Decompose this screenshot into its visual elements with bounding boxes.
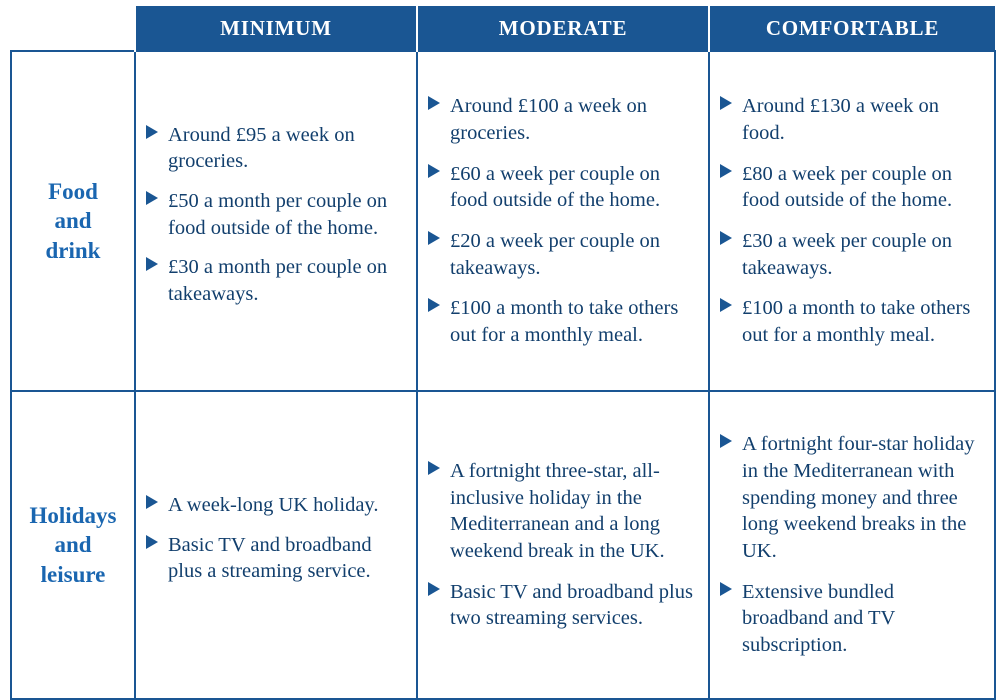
triangle-bullet-icon — [146, 257, 158, 271]
cell-food-minimum — [135, 51, 417, 391]
list-item-text: A fortnight four-star holiday in the Mediterranean with spending money and three long weekend breaks in the UK. — [742, 433, 975, 562]
row-label-line: leisure — [40, 561, 106, 587]
retirement-living-standards-table — [10, 6, 996, 700]
triangle-bullet-icon — [428, 582, 440, 596]
list-item — [428, 579, 696, 632]
list-item-text: £20 a week per couple on takeaways. — [450, 230, 661, 279]
list-item-text: Basic TV and broadband plus a streaming service. — [168, 533, 372, 583]
bullet-list — [428, 93, 696, 348]
list-item-text: Around £100 a week on groceries. — [450, 95, 647, 145]
table-row — [11, 391, 995, 699]
bullet-list — [720, 431, 982, 658]
triangle-bullet-icon — [428, 96, 440, 110]
list-item-text: £80 a week per couple on food outside of the home. — [742, 162, 953, 212]
list-item — [428, 161, 696, 214]
triangle-bullet-icon — [428, 461, 440, 475]
list-item — [428, 93, 696, 146]
list-item — [720, 579, 982, 659]
row-label-line: Holidays — [29, 502, 117, 528]
list-item-text: A fortnight three-star, all-inclusive holiday in the Mediterranean and a long weekend break in the UK. — [450, 460, 665, 562]
cell-holidays-minimum — [135, 391, 417, 699]
triangle-bullet-icon — [720, 96, 732, 110]
bullet-list — [428, 458, 696, 632]
row-label-line: drink — [45, 237, 101, 263]
column-header-moderate: MODERATE — [417, 6, 709, 51]
list-item — [720, 161, 982, 214]
list-item — [428, 458, 696, 565]
triangle-bullet-icon — [720, 231, 732, 245]
header-corner-empty — [11, 6, 135, 51]
table-body — [11, 51, 995, 699]
triangle-bullet-icon — [720, 434, 732, 448]
row-label-line: Food — [48, 178, 98, 204]
list-item — [720, 228, 982, 281]
list-item-text: A week-long UK holiday. — [168, 494, 379, 517]
list-item-text: Extensive bundled broadband and TV subscription. — [742, 580, 895, 656]
list-item — [146, 254, 404, 307]
cell-food-comfortable — [709, 51, 995, 391]
cell-holidays-moderate — [417, 391, 709, 699]
triangle-bullet-icon — [146, 495, 158, 509]
list-item — [146, 188, 404, 241]
table-row — [11, 51, 995, 391]
list-item-text: Around £130 a week on food. — [742, 95, 939, 145]
list-item — [720, 93, 982, 146]
list-item-text: Around £95 a week on groceries. — [168, 123, 355, 173]
cell-food-moderate — [417, 51, 709, 391]
row-label-food-and-drink — [11, 51, 135, 391]
list-item — [146, 532, 404, 585]
triangle-bullet-icon — [720, 298, 732, 312]
list-item-text: £50 a month per couple on food outside of the home. — [168, 189, 388, 239]
triangle-bullet-icon — [146, 125, 158, 139]
triangle-bullet-icon — [146, 191, 158, 205]
cell-holidays-comfortable — [709, 391, 995, 699]
list-item-text: Basic TV and broadband plus two streaming services. — [450, 580, 693, 630]
list-item-text: £60 a week per couple on food outside of the home. — [450, 162, 661, 212]
list-item — [146, 492, 404, 519]
triangle-bullet-icon — [720, 582, 732, 596]
bullet-list — [720, 93, 982, 348]
list-item-text: £100 a month to take others out for a monthly meal. — [450, 297, 679, 346]
column-header-minimum: MINIMUM — [135, 6, 417, 51]
list-item-text: £100 a month to take others out for a monthly meal. — [742, 297, 971, 346]
triangle-bullet-icon — [428, 231, 440, 245]
row-label-holidays-and-leisure — [11, 391, 135, 699]
triangle-bullet-icon — [428, 164, 440, 178]
list-item — [428, 228, 696, 281]
list-item — [146, 122, 404, 175]
row-label-line: and — [54, 208, 92, 234]
triangle-bullet-icon — [720, 164, 732, 178]
table-header — [11, 6, 995, 51]
list-item — [720, 295, 982, 348]
list-item-text: £30 a week per couple on takeaways. — [742, 230, 953, 279]
list-item — [720, 431, 982, 564]
list-item-text: £30 a month per couple on takeaways. — [168, 256, 388, 305]
list-item — [428, 295, 696, 348]
bullet-list — [146, 122, 404, 308]
triangle-bullet-icon — [146, 535, 158, 549]
column-header-comfortable: COMFORTABLE — [709, 6, 995, 51]
bullet-list — [146, 492, 404, 585]
triangle-bullet-icon — [428, 298, 440, 312]
row-label-line: and — [54, 532, 92, 558]
